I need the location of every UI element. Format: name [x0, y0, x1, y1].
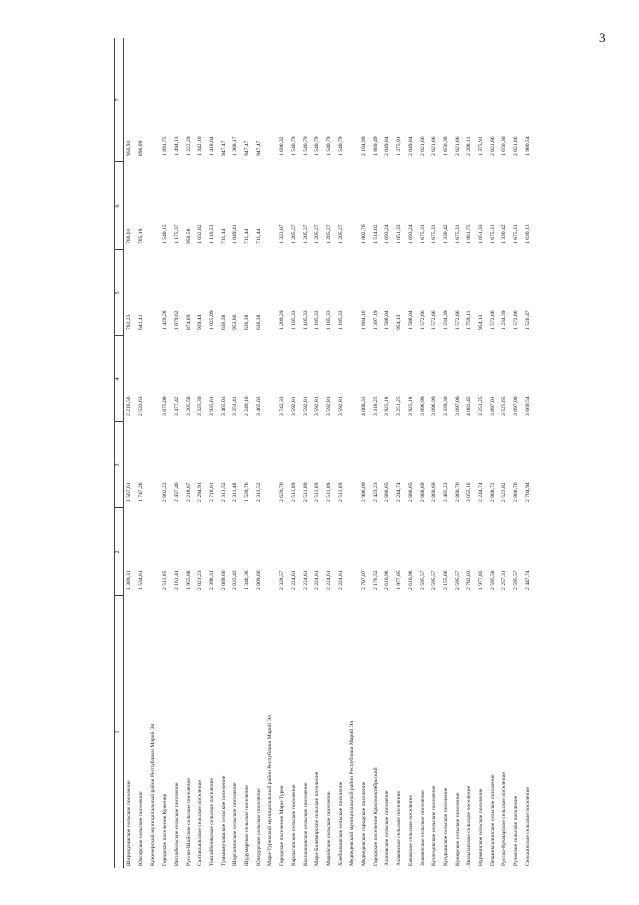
- value-cell-col7: 1 540,79: [302, 136, 309, 156]
- value-cell-col5: 1 105,33: [302, 310, 309, 330]
- column-header-5: 5: [115, 291, 121, 295]
- value-cell-col7: 947,47: [220, 140, 227, 156]
- value-cell-col7: 1 889,49: [372, 136, 379, 156]
- column-header-6: 6: [115, 204, 121, 208]
- settlement-name: Ивгнабельское сельское поселение: [173, 782, 180, 866]
- value-cell-col5: 1 079,62: [173, 310, 180, 330]
- table-row: [175, 38, 186, 868]
- table-row: [467, 38, 478, 868]
- table-row: [526, 38, 537, 868]
- table-row: [198, 38, 209, 868]
- value-cell-col6: 1 175,37: [173, 224, 180, 244]
- value-cell-col6: 1 205,27: [337, 224, 344, 244]
- table-row: [385, 38, 396, 868]
- value-cell-col5: 636,38: [220, 314, 227, 330]
- value-cell-col4: 2 216,56: [126, 396, 132, 416]
- table-row: [502, 38, 513, 868]
- table-row: [491, 38, 502, 868]
- district-name: Куженерский муниципальный район Республики Марий Эл: [150, 723, 157, 866]
- column-header-2: 2: [115, 550, 121, 554]
- value-cell-col2: 2 009,60: [255, 570, 262, 590]
- value-cell-col5: 641,41: [137, 314, 144, 330]
- value-cell-col4: 3 742,33: [279, 396, 286, 416]
- value-cell-col3: 2 886,65: [384, 482, 391, 502]
- value-cell-col4: 3 897,00: [513, 396, 520, 416]
- value-cell-col3: 2 511,09: [325, 482, 332, 502]
- value-cell-col6: 1 861,75: [466, 224, 473, 244]
- value-cell-col4: 3 935,61: [208, 396, 215, 416]
- value-cell-col3: 2 704,94: [524, 482, 531, 502]
- value-cell-col6: 1 693,24: [384, 224, 391, 244]
- value-cell-col2: 2 610,96: [384, 570, 391, 590]
- settlement-name: Русско-Шойское сельское поселение: [185, 778, 192, 866]
- value-cell-col5: 1 572,66: [513, 310, 520, 330]
- value-cell-col5: 953,66: [232, 314, 239, 330]
- column-header-4: 4: [115, 377, 121, 381]
- value-cell-col2: 2 707,07: [361, 570, 367, 590]
- table-row: [456, 38, 467, 868]
- value-cell-col5: 1 588,04: [407, 310, 414, 330]
- value-cell-col7: 2 021,66: [489, 136, 496, 156]
- value-cell-col6: 956,58: [185, 228, 192, 244]
- column-header-3: 3: [115, 463, 121, 467]
- value-cell-col3: 2 868,69: [419, 482, 426, 502]
- value-cell-col6: 1 675,31: [454, 224, 461, 244]
- value-cell-col4: 3 318,25: [372, 396, 379, 416]
- value-cell-col4: 3 875,00: [162, 396, 169, 416]
- table-row: [444, 38, 455, 868]
- value-cell-col4: 3 925,18: [407, 396, 414, 416]
- value-cell-col4: 3 592,81: [302, 396, 309, 416]
- value-cell-col2: 2 161,41: [173, 570, 180, 590]
- value-cell-col3: 2 423,23: [372, 482, 379, 502]
- value-cell-col6: 1 675,31: [419, 224, 426, 244]
- value-cell-col3: 2 405,23: [442, 482, 449, 502]
- value-cell-col3: 3 055,16: [466, 482, 473, 502]
- value-cell-col3: 2 218,67: [185, 482, 192, 502]
- value-cell-col7: 2 049,84: [407, 136, 414, 156]
- value-cell-col3: 2 313,52: [220, 482, 227, 502]
- value-cell-col5: 1 429,28: [162, 310, 169, 330]
- value-cell-col7: 1 222,29: [185, 136, 192, 156]
- value-cell-col3: 2 868,72: [489, 482, 496, 502]
- value-cell-col4: 3 251,25: [396, 396, 403, 416]
- value-cell-col4: 2 249,10: [244, 396, 250, 416]
- value-cell-col5: 702,23: [126, 314, 132, 330]
- district-header-row: [350, 38, 361, 868]
- table-row: [421, 38, 432, 868]
- settlement-name: Городское поселение Куженер: [162, 793, 169, 866]
- value-cell-col5: 1 105,33: [290, 310, 297, 330]
- value-cell-col7: 1 375,91: [396, 136, 403, 156]
- value-cell-col2: 2 328,57: [279, 570, 286, 590]
- value-cell-col4: 3 477,42: [173, 396, 180, 416]
- value-cell-col7: 1 375,91: [478, 136, 484, 156]
- value-cell-col6: 1 514,02: [372, 224, 379, 244]
- value-cell-col6: 1 049,41: [232, 224, 239, 244]
- table-row: [233, 38, 244, 868]
- value-cell-col6: 1 540,15: [162, 224, 169, 244]
- value-cell-col2: 2 595,57: [419, 570, 426, 590]
- value-cell-col6: 711,44: [255, 228, 262, 244]
- value-cell-col4: 3 897,01: [489, 396, 496, 416]
- value-cell-col3: 2 511,09: [302, 482, 309, 502]
- value-cell-col4: 3 896,99: [431, 396, 438, 416]
- value-cell-col6: 1 675,31: [513, 224, 520, 244]
- value-cell-col5: 954,13: [478, 314, 484, 330]
- settlement-name: Руэмское сельское поселение: [513, 795, 520, 866]
- value-cell-col3: 2 996,09: [361, 482, 367, 502]
- value-cell-col2: 1 389,31: [126, 570, 132, 590]
- column-header-1: 1: [115, 730, 121, 734]
- value-cell-col2: 2 257,31: [501, 570, 508, 590]
- value-cell-col7: 1 368,17: [232, 136, 239, 156]
- value-cell-col3: 2 868,69: [431, 482, 438, 502]
- value-cell-col3: 2 802,22: [162, 482, 169, 502]
- value-cell-col6: 711,44: [244, 228, 250, 244]
- value-cell-col3: 2 523,82: [501, 482, 508, 502]
- value-cell-col4: 3 251,25: [478, 396, 484, 416]
- value-cell-col5: 1 234,39: [442, 310, 449, 330]
- value-cell-col2: 1 977,05: [478, 570, 484, 590]
- value-cell-col2: 2 595,57: [431, 570, 438, 590]
- value-cell-col2: 2 224,61: [302, 570, 309, 590]
- table-row: [127, 38, 138, 868]
- value-cell-col6: 1 693,24: [407, 224, 414, 244]
- rotated-table-sheet: [114, 38, 559, 868]
- value-cell-col5: 1 572,66: [454, 310, 461, 330]
- settlement-name: Карлыганское сельское поселение: [290, 784, 297, 866]
- table-row: [222, 38, 233, 868]
- settlement-name: Косолаповское сельское поселение: [302, 782, 309, 866]
- value-cell-col3: 2 718,61: [208, 482, 215, 502]
- value-cell-col5: 954,13: [396, 314, 403, 330]
- value-cell-col2: 2 224,61: [290, 570, 297, 590]
- value-cell-col7: 1 650,30: [501, 136, 508, 156]
- district-header-row: [268, 38, 279, 868]
- value-cell-col5: 1 105,33: [325, 310, 332, 330]
- district-name: Медведевский муниципальный район Республики Марий Эл: [349, 721, 356, 866]
- value-cell-col5: 636,38: [255, 314, 262, 330]
- value-cell-col7: 2 049,84: [384, 136, 391, 156]
- value-cell-col4: 3 592,81: [290, 396, 297, 416]
- value-cell-col3: 2 511,09: [314, 482, 321, 502]
- district-header-row: [151, 38, 162, 868]
- settlement-name: Марийское сельское поселение: [325, 791, 332, 866]
- table-row: [432, 38, 443, 868]
- table-row: [210, 38, 221, 868]
- table-row: [514, 38, 525, 868]
- settlement-name: Мари-Биляморское сельское поселение: [314, 771, 321, 866]
- table-row: [280, 38, 291, 868]
- value-cell-col5: 1 397,19: [372, 310, 379, 330]
- value-cell-col5: 1 759,11: [466, 310, 473, 330]
- value-cell-col6: 766,01: [126, 228, 132, 244]
- settlement-name: Кужерское сельское поселение: [454, 792, 461, 866]
- value-cell-col4: 3 465,03: [220, 396, 227, 416]
- value-cell-col2: 2 224,61: [325, 570, 332, 590]
- table-row: [292, 38, 303, 868]
- value-cell-col4: 3 205,58: [185, 396, 192, 416]
- value-cell-col6: 1 205,27: [290, 224, 297, 244]
- settlement-name: Кундышское сельское поселение: [442, 787, 449, 866]
- value-cell-col3: 2 313,52: [255, 482, 262, 502]
- settlement-name: Азановское сельское поселение: [384, 790, 391, 866]
- settlement-name: Нурминское сельское поселение: [478, 788, 484, 866]
- value-cell-col6: 1 330,42: [501, 224, 508, 244]
- settlement-name: Пекшиксолинское сельское поселение: [489, 774, 496, 866]
- table-row: [479, 38, 490, 868]
- value-cell-col7: 1 650,30: [442, 136, 449, 156]
- value-cell-col3: 2 294,91: [197, 482, 204, 502]
- value-cell-col4: 3 669,54: [524, 396, 531, 416]
- value-cell-col6: 1 205,27: [302, 224, 309, 244]
- value-cell-col2: 1 977,05: [396, 570, 403, 590]
- value-cell-col7: 1 494,13: [173, 136, 180, 156]
- value-cell-col6: 705,19: [137, 228, 144, 244]
- value-cell-col6: 1 205,27: [325, 224, 332, 244]
- value-cell-col7: 1 891,75: [162, 136, 169, 156]
- settlement-name: Городское поселение Мари-Турек: [279, 785, 286, 866]
- value-cell-col3: 2 886,65: [407, 482, 414, 502]
- table-row: [409, 38, 420, 868]
- settlement-name: Хлебниковское сельское поселение: [337, 781, 344, 866]
- table-row: [362, 38, 373, 868]
- table-row: [245, 38, 256, 868]
- value-cell-col2: 2 021,23: [197, 570, 204, 590]
- value-cell-col5: 1 209,29: [279, 310, 286, 330]
- settlement-name: Юледурское сельское поселение: [255, 788, 262, 866]
- table-row: [397, 38, 408, 868]
- value-cell-col3: 1 567,61: [126, 482, 132, 502]
- value-cell-col2: 1 955,88: [185, 570, 192, 590]
- value-cell-col3: 2 868,70: [454, 482, 461, 502]
- value-cell-col7: 2 021,66: [454, 136, 461, 156]
- settlement-name: Люльпанское сельское поселение: [466, 785, 473, 866]
- value-cell-col2: 2 511,05: [162, 570, 169, 590]
- value-cell-col2: 2 447,74: [524, 570, 531, 590]
- value-cell-col7: 2 184,99: [361, 136, 367, 156]
- value-cell-col4: 2 533,63: [137, 396, 144, 416]
- value-cell-col6: 1 051,33: [396, 224, 403, 244]
- value-cell-col3: 2 629,70: [279, 482, 286, 502]
- value-cell-col6: 1 675,31: [489, 224, 496, 244]
- value-cell-col4: 3 925,18: [384, 396, 391, 416]
- value-cell-col7: 1 690,32: [279, 136, 286, 156]
- value-cell-col2: 2 398,31: [208, 570, 215, 590]
- value-cell-col3: 2 511,09: [337, 482, 344, 502]
- value-cell-col7: 1 980,54: [524, 136, 531, 156]
- value-cell-col5: 1 588,04: [384, 310, 391, 330]
- settlement-name: Кузнецовское сельское поселение: [431, 785, 438, 866]
- value-cell-col6: 1 032,82: [197, 224, 204, 244]
- table-header-rule: [123, 38, 124, 868]
- value-cell-col2: 2 595,57: [454, 570, 461, 590]
- value-cell-col4: 3 351,41: [232, 396, 239, 416]
- value-cell-col6: 1 675,31: [431, 224, 438, 244]
- value-cell-col7: 896,09: [137, 140, 144, 156]
- value-cell-col6: 711,44: [220, 228, 227, 244]
- settlement-name: Тумьюмучашское сельское поселение: [220, 775, 227, 866]
- value-cell-col3: 2 311,48: [232, 482, 239, 502]
- value-cell-col4: 3 325,39: [197, 396, 204, 416]
- value-cell-col5: 1 105,33: [337, 310, 344, 330]
- table-row: [163, 38, 174, 868]
- value-cell-col2: 2 610,96: [407, 570, 414, 590]
- settlement-name: Русско-Кукмарское сельское поселение: [501, 772, 508, 866]
- table-row: [327, 38, 338, 868]
- value-cell-col7: 947,47: [244, 140, 250, 156]
- value-cell-col3: 1 747,26: [137, 482, 144, 502]
- settlement-name: Знаменское сельское поселение: [419, 790, 426, 866]
- page-number: 3: [599, 30, 606, 45]
- settlement-name: Городское поселение Краснооктябрьский: [372, 767, 379, 866]
- value-cell-col5: 1 572,66: [489, 310, 496, 330]
- value-cell-col6: 1 323,87: [279, 224, 286, 244]
- value-cell-col7: 1 540,79: [290, 136, 297, 156]
- value-cell-col6: 1 205,27: [314, 224, 321, 244]
- settlement-name: Юксарское сельское поселение: [137, 791, 144, 866]
- value-cell-col4: 3 592,81: [314, 396, 321, 416]
- value-cell-col2: 2 595,58: [489, 570, 496, 590]
- value-cell-col2: 1 346,36: [244, 570, 250, 590]
- value-cell-col5: 1 572,66: [431, 310, 438, 330]
- value-cell-col4: 3 525,65: [501, 396, 508, 416]
- settlement-name: Медведевское городское поселение: [361, 781, 367, 866]
- value-cell-col3: 2 868,70: [513, 482, 520, 502]
- value-cell-col2: 2 782,03: [466, 570, 473, 590]
- value-cell-col6: 1 116,53: [208, 224, 215, 244]
- table-row: [374, 38, 385, 868]
- value-cell-col2: 2 155,66: [442, 570, 449, 590]
- value-cell-col7: 1 540,79: [337, 136, 344, 156]
- value-cell-col3: 2 511,09: [290, 482, 297, 502]
- value-cell-col6: 1 051,33: [478, 224, 484, 244]
- column-header-7: 7: [115, 98, 121, 102]
- table-row: [187, 38, 198, 868]
- value-cell-col2: 2 595,57: [513, 570, 520, 590]
- value-cell-col7: 1 540,79: [314, 136, 321, 156]
- table-row: [339, 38, 350, 868]
- value-cell-col3: 2 244,74: [396, 482, 403, 502]
- value-cell-col2: 2 035,43: [232, 570, 239, 590]
- value-cell-col7: 2 208,11: [466, 136, 473, 156]
- value-cell-col3: 1 539,76: [244, 482, 250, 502]
- value-cell-col5: 1 025,09: [208, 310, 215, 330]
- value-cell-col2: 2 224,61: [314, 570, 321, 590]
- settlement-name: Шудумарское сельское поселение: [244, 785, 250, 866]
- value-cell-col6: 1 802,70: [361, 224, 367, 244]
- value-cell-col4: 4 083,45: [466, 396, 473, 416]
- value-cell-col5: 874,09: [185, 314, 192, 330]
- settlement-name: Азаковское сельское поселение: [396, 791, 403, 866]
- value-cell-col7: 2 021,66: [513, 136, 520, 156]
- settlement-name: Ежовское сельское поселение: [407, 795, 414, 866]
- value-cell-col2: 1 534,61: [137, 570, 144, 590]
- settlement-name: Шорсолинское сельское поселение: [232, 782, 239, 866]
- value-cell-col5: 1 526,47: [524, 310, 531, 330]
- value-cell-col7: 1 342,10: [197, 136, 204, 156]
- value-cell-col4: 4 060,33: [361, 396, 367, 416]
- settlement-name: Сенькинское сельское поселение: [524, 787, 531, 866]
- value-cell-col7: 2 021,66: [419, 136, 426, 156]
- table-row: [139, 38, 150, 868]
- value-cell-col5: 1 684,16: [361, 310, 367, 330]
- value-cell-col7: 1 418,04: [208, 136, 215, 156]
- value-cell-col4: 3 465,03: [255, 396, 262, 416]
- value-cell-col5: 1 572,66: [419, 310, 426, 330]
- value-cell-col7: 2 021,66: [431, 136, 438, 156]
- value-cell-col2: 2 009,60: [220, 570, 227, 590]
- value-cell-col4: 3 896,99: [419, 396, 426, 416]
- value-cell-col2: 2 224,61: [337, 570, 344, 590]
- table-row: [315, 38, 326, 868]
- value-cell-col3: 2 437,46: [173, 482, 180, 502]
- value-cell-col7: 956,91: [126, 140, 132, 156]
- settlement-name: Ширикуншское сельское поселение: [126, 780, 132, 866]
- value-cell-col6: 1 330,42: [442, 224, 449, 244]
- value-cell-col5: 636,38: [244, 314, 250, 330]
- value-cell-col4: 3 592,81: [325, 396, 332, 416]
- table-row: [304, 38, 315, 868]
- value-cell-col7: 1 540,79: [325, 136, 332, 156]
- value-cell-col5: 939,44: [197, 314, 204, 330]
- value-cell-col5: 1 234,39: [501, 310, 508, 330]
- value-cell-col2: 2 176,52: [372, 570, 379, 590]
- data-table: [114, 38, 559, 868]
- value-cell-col4: 3 339,30: [442, 396, 449, 416]
- settlement-name: Токтайбелякское сельское поселение: [208, 777, 215, 866]
- value-cell-col6: 1 630,13: [524, 224, 531, 244]
- settlement-name: Салтакъяльское сельское поселение: [197, 780, 204, 866]
- district-name: Мари-Турекский муниципальный район Республики Марий Эл: [267, 715, 274, 866]
- value-cell-col4: 3 897,00: [454, 396, 461, 416]
- value-cell-col4: 3 592,81: [337, 396, 344, 416]
- value-cell-col5: 1 105,33: [314, 310, 321, 330]
- value-cell-col7: 947,47: [255, 140, 262, 156]
- value-cell-col3: 2 244,74: [478, 482, 484, 502]
